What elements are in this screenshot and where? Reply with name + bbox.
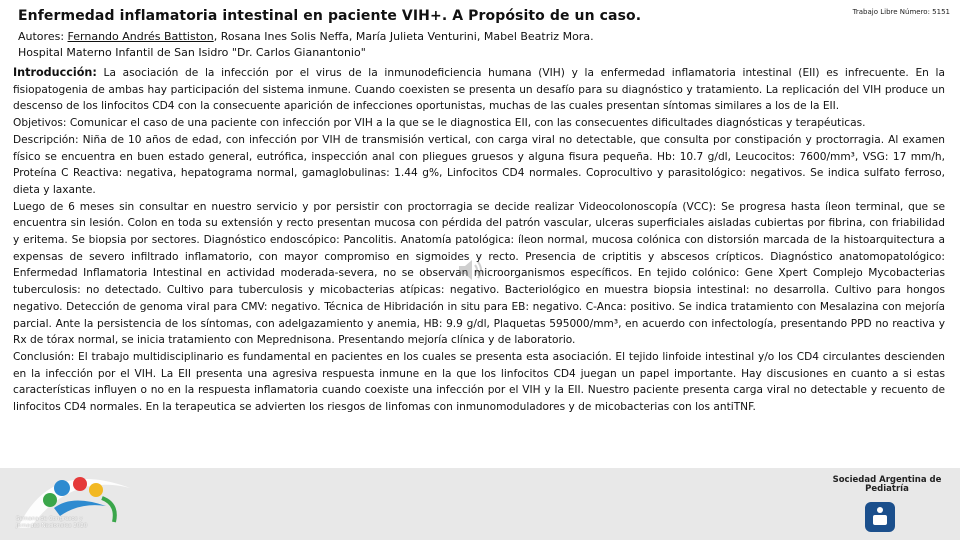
authors-line [18,29,948,45]
poster-title: Enfermedad inflamatoria intestinal en paciente VIH+. A Propósito de un caso. [18,8,642,24]
authors-prefix: Autores: [18,30,68,43]
footer-bar [0,468,960,540]
congress-logo-text: Semana de Congresos y Jornadas Nacionales 2020 [16,516,88,529]
sap-name: Sociedad Argentina de Pediatría [832,475,942,494]
intro-heading: Introducción: [13,66,97,79]
other-authors: , Rosana Ines Solis Neffa, María Julieta Venturini, Mabel Beatriz Mora. [213,30,594,43]
intro-paragraph [13,65,945,115]
objectives-paragraph: Objetivos: Comunicar el caso de una paciente con infección por VIH a la que se le diagnostica EII, con las consecuentes dificultades diagnósticas y terapéuticas. [13,117,866,130]
abstract-number: Trabajo Libre Número: 5151 [852,8,950,16]
audio-speaker-icon[interactable] [455,255,485,285]
institution: Hospital Materno Infantil de San Isidro "Dr. Carlos Gianantonio" [18,45,366,59]
intro-text: La asociación de la infección por el virus de la inmunodeficiencia humana (VIH) y la enfermedad inflamatoria intestinal (EII) es infrecuente. En la fisiopatogenia de ambas hay participación del sistema inmune. Cuando coexisten se presenta un desafío para su diagnóstico y tratamiento. La replicación del VIH produce un descenso de los linfocitos CD4 con la consecuente aparición de infecciones oportunistas, muchas de las cuales presentan síntomas similares a los de la EII. [13,67,945,113]
conclusion-paragraph: Conclusión: El trabajo multidisciplinario es fundamental en pacientes en los cuales se presenta esta asociación. El tejido linfoide intestinal y/o los CD4 circulantes descienden en la infección por el VIH. La EII presenta una agresiva respuesta inmune en la que los linfocitos CD4 juegan un papel importante. Hay discusiones en cuanto a si estas características influyen o no en la respuesta inflamatoria cuando coexiste una infección por el VIH y la EII. Nuestro paciente presenta carga viral no detectable y recuento de linfocitos CD4 normales. En la terapeutica se advierten los riesgos de linfomas con inmunomoduladores y de micobacterias con los antiTNF. [13,350,945,414]
first-author: Fernando Andrés Battiston [67,30,214,43]
abstract-body [13,65,945,416]
description-paragraph: Descripción: Niña de 10 años de edad, con infección por VIH de transmisión vertical, con carga viral no detectable, que consulta por constipación y proctorragia. Al examen físico se encuentra en buen estado general, eutrófica, inspección anal con pliegues gruesos y alguna fisura pequeña. Hb: 10.7 g/dl, Leucocitos: 7600/mm³, VSG: 17 mm/h, Proteína C Reactiva: negativa, hepatograma normal, gamaglobulinas: 1.44 g%, Linfocitos CD4 normales. Coprocultivo y parasitológico: negativos. Se indica sulfato ferroso, dieta y laxante. [13,133,945,196]
authors-block [18,29,948,60]
followup-paragraph: Luego de 6 meses sin consultar en nuestro servicio y por persistir con proctorragia se decide realizar Videocolonoscopía (VCC): Se progresa hasta íleon terminal, que se encuentra sin lesión. Colon en toda su extensión y recto presentan mucosa con pérdida del patrón vascular, ulceras superficiales aisladas cubiertas por fibrina, con friabilidad y eritema. Se biopsia por sectores. Diagnóstico endoscópico: Pancolitis. Anatomía patológica: íleon normal, mucosa colónica con distorsión marcada de la histoarquitectura a expensas de severo infiltrado inflamatorio, con mayor compromiso en sigmoides y recto. Presencia de criptitis y abscesos crípticos. Diagnóstico anatomopatológico: Enfermedad Inflamatoria Intestinal en actividad moderada-severa, no se observan microorganismos específicos. En tejido colónico: Gene Xpert Complejo Mycobacterias tuberculosis: no detectado. Cultivo para tuberculosis y micobacterias atípicas: negativo. Bacteriológico en muestra biopsia intestinal: no desarrolla. Cultivo para hongos negativo. Detección de genoma viral para CMV: negativo. Técnica de Hibridación in situ para EB: negativo. C-Anca: positivo. Se indica tratamiento con Mesalazina con mejoría parcial. Ante la persistencia de los síntomas, con adelgazamiento y anemia, HB: 9.9 g/dl, Plaquetas 595000/mm³, en acuerdo con infectología, presentando PPD no reactiva y Rx de tórax normal, se inicia tratamiento con Meprednisona. Presentando mejoría clínica y de laboratorio. [13,200,945,347]
